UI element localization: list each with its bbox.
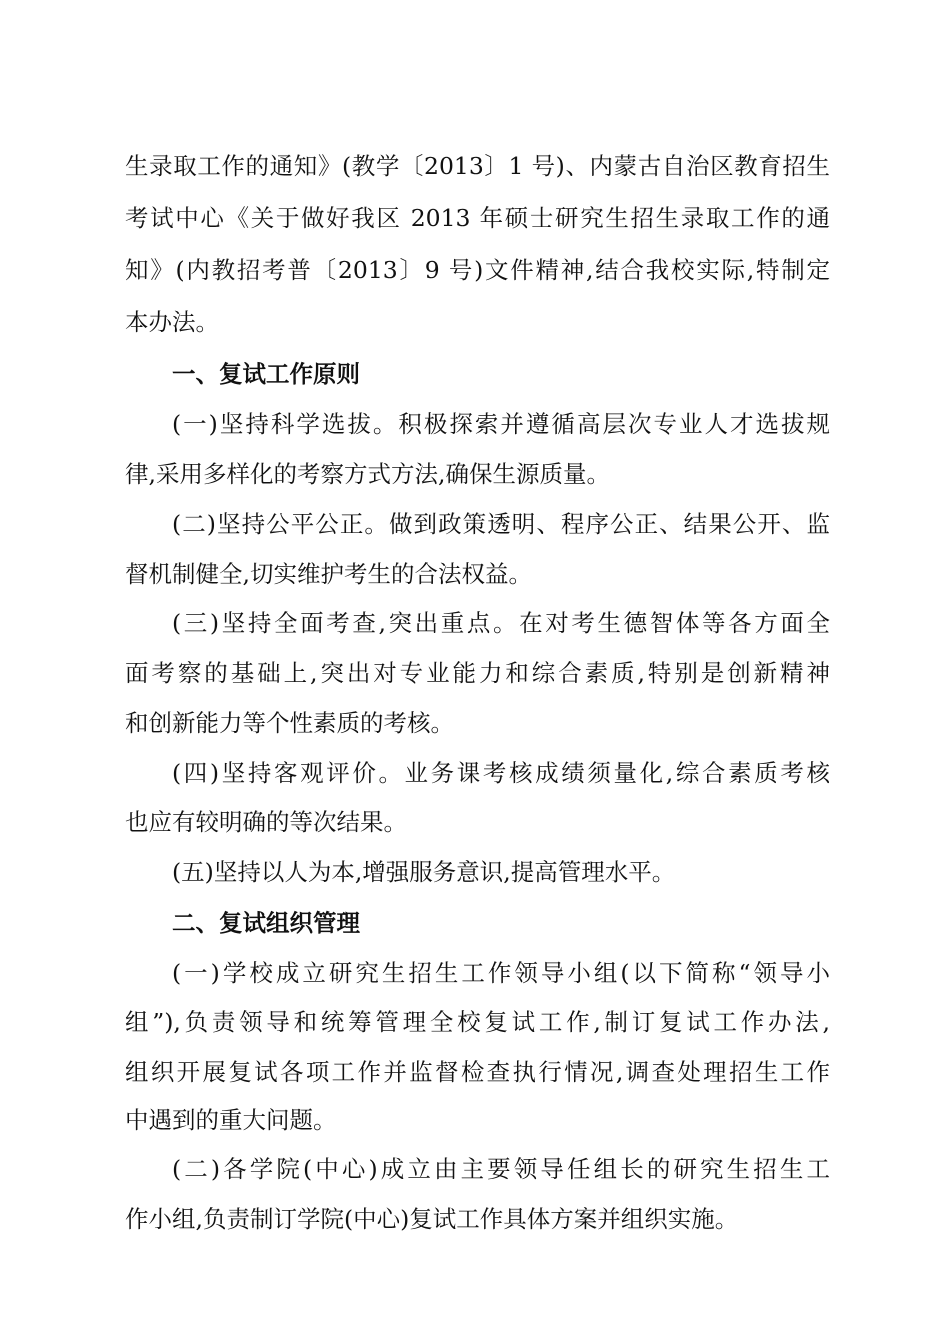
paragraph-intro-line-3: 知》(内教招考普〔2013〕9 号)文件精神,结合我校实际,特制定: [125, 256, 830, 284]
management-2-line-2: 作小组,负责制订学院(中心)复试工作具体方案并组织实施。: [125, 1205, 739, 1233]
management-1-line-2: 组”),负责领导和统筹管理全校复试工作,制订复试工作办法,: [125, 1008, 830, 1036]
principle-1-line-1: (一)坚持科学选拔。积极探索并遵循高层次专业人才选拔规: [172, 410, 830, 438]
paragraph-intro-line-4: 本办法。: [125, 308, 219, 336]
principle-4-line-2: 也应有较明确的等次结果。: [125, 808, 407, 836]
principle-3-line-3: 和创新能力等个性素质的考核。: [125, 709, 454, 737]
principle-3-line-2: 面考察的基础上,突出对专业能力和综合素质,特别是创新精神: [125, 659, 830, 687]
section-heading-2: 二、复试组织管理: [172, 909, 360, 937]
management-1-line-1: (一)学校成立研究生招生工作领导小组(以下简称“领导小: [172, 959, 830, 987]
management-1-line-4: 中遇到的重大问题。: [125, 1106, 337, 1134]
management-1-line-3: 组织开展复试各项工作并监督检查执行情况,调查处理招生工作: [125, 1058, 830, 1086]
principle-3-line-1: (三)坚持全面考查,突出重点。在对考生德智体等各方面全: [172, 609, 830, 637]
section-heading-1: 一、复试工作原则: [172, 360, 360, 388]
principle-4-line-1: (四)坚持客观评价。业务课考核成绩须量化,综合素质考核: [172, 759, 830, 787]
paragraph-intro-line-2: 考试中心《关于做好我区 2013 年硕士研究生招生录取工作的通: [125, 204, 830, 232]
principle-1-line-2: 律,采用多样化的考察方式方法,确保生源质量。: [125, 460, 610, 488]
management-2-line-1: (二)各学院(中心)成立由主要领导任组长的研究生招生工: [172, 1155, 830, 1183]
principle-5-line-1: (五)坚持以人为本,增强服务意识,提高管理水平。: [172, 858, 676, 886]
principle-2-line-2: 督机制健全,切实维护考生的合法权益。: [125, 560, 532, 588]
principle-2-line-1: (二)坚持公平公正。做到政策透明、程序公正、结果公开、监: [172, 510, 830, 538]
paragraph-intro-line-1: 生录取工作的通知》(教学〔2013〕1 号)、内蒙古自治区教育招生: [125, 152, 830, 180]
